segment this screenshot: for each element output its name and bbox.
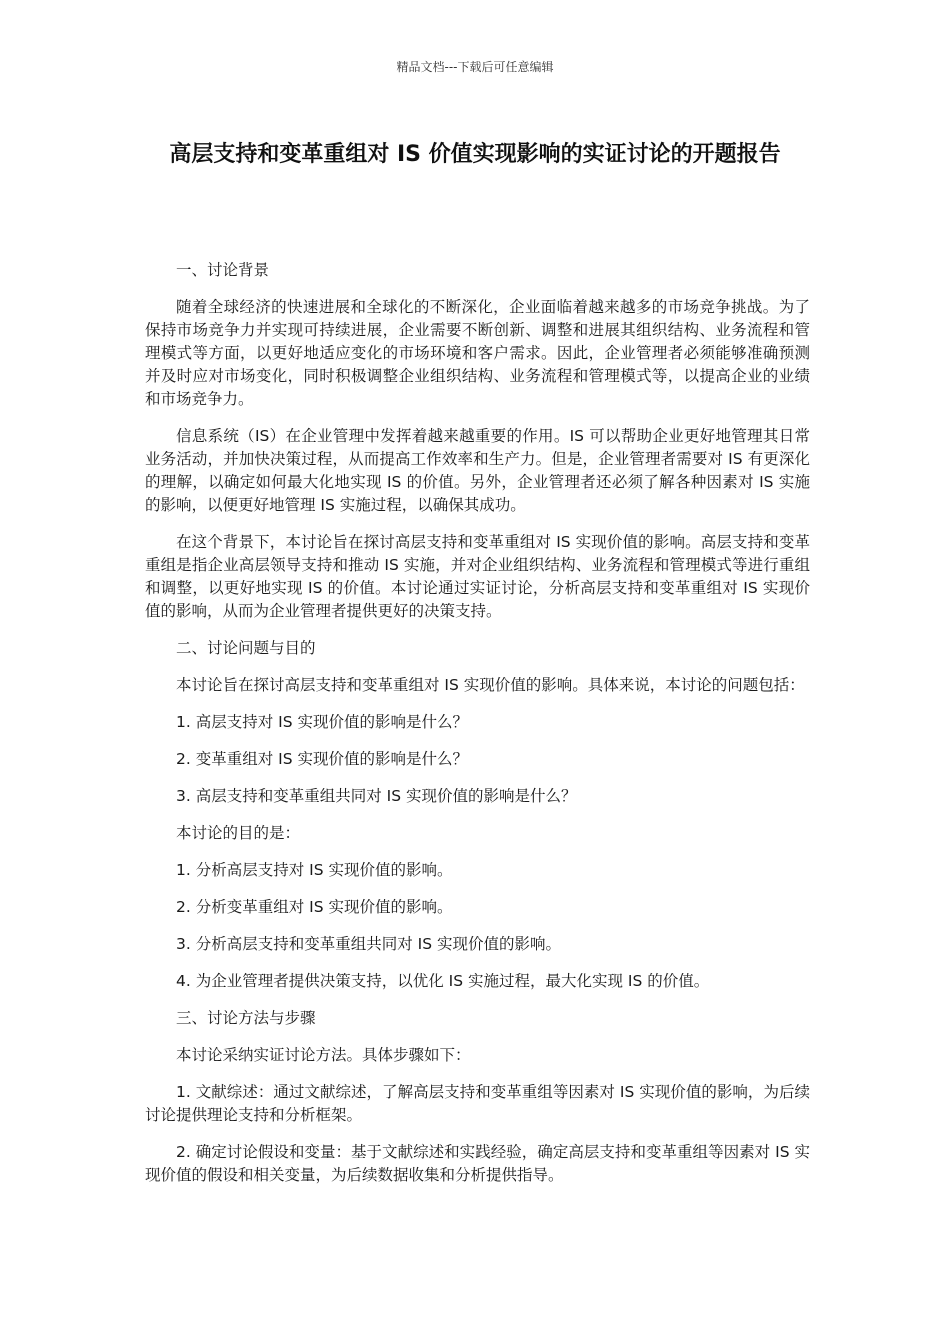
paragraph: 本讨论旨在探讨高层支持和变革重组对 IS 实现价值的影响。具体来说，本讨论的问题包括：	[176, 676, 805, 694]
section-heading: 一、讨论背景	[176, 261, 270, 279]
paragraph: 本讨论采纳实证讨论方法。具体步骤如下：	[176, 1046, 471, 1064]
paragraph: 信息系统（IS）在企业管理中发挥着越来越重要的作用。IS 可以帮助企业更好地管理其日常业务活动，并加快决策过程，从而提高工作效率和生产力。但是，企业管理者需要对 IS 有更深化的理解，以确定如何最大化地实现 IS 的价值。另外，企业管理者还必须了解各种因素对 IS 实施的影响，以便更好地管理 IS 实施过程，以确保其成功。	[145, 427, 811, 514]
list-item: 4. 为企业管理者提供决策支持，以优化 IS 实施过程，最大化实现 IS 的价值。	[176, 972, 710, 990]
paragraph: 在这个背景下，本讨论旨在探讨高层支持和变革重组对 IS 实现价值的影响。高层支持和变革重组是指企业高层领导支持和推动 IS 实施，并对企业组织结构、业务流程和管理模式等进行重组和调整，以更好地实现 IS 的价值。本讨论通过实证讨论，分析高层支持和变革重组对 IS 实现价值的影响，从而为企业管理者提供更好的决策支持。	[145, 533, 810, 620]
section-heading: 三、讨论方法与步骤	[176, 1009, 316, 1027]
paragraph: 本讨论的目的是：	[176, 824, 301, 842]
list-item: 1. 高层支持对 IS 实现价值的影响是什么？	[176, 713, 468, 731]
list-item: 2. 分析变革重组对 IS 实现价值的影响。	[176, 898, 453, 916]
paragraph: 随着全球经济的快速进展和全球化的不断深化，企业面临着越来越多的市场竞争挑战。为了保持市场竞争力并实现可持续进展，企业需要不断创新、调整和进展其组织结构、业务流程和管理模式等方面，以更好地适应变化的市场环境和客户需求。因此，企业管理者必须能够准确预测并及时应对市场变化，同时积极调整企业组织结构、业务流程和管理模式等，以提高企业的业绩和市场竞争力。	[145, 298, 810, 408]
list-item: 1. 文献综述：通过文献综述，了解高层支持和变革重组等因素对 IS 实现价值的影响，为后续讨论提供理论支持和分析框架。	[145, 1083, 810, 1124]
list-item: 3. 分析高层支持和变革重组共同对 IS 实现价值的影响。	[176, 935, 561, 953]
page-header: 精品文档---下载后可任意编辑	[396, 60, 554, 74]
list-item: 3. 高层支持和变革重组共同对 IS 实现价值的影响是什么？	[176, 787, 577, 805]
list-item: 1. 分析高层支持对 IS 实现价值的影响。	[176, 861, 453, 879]
list-item: 2. 确定讨论假设和变量：基于文献综述和实践经验，确定高层支持和变革重组等因素对 IS 实现价值的假设和相关变量，为后续数据收集和分析提供指导。	[145, 1143, 810, 1184]
document-body	[145, 259, 810, 1201]
list-item: 2. 变革重组对 IS 实现价值的影响是什么？	[176, 750, 468, 768]
section-heading: 二、讨论问题与目的	[176, 639, 316, 657]
document-title: 高层支持和变革重组对 IS 价值实现影响的实证讨论的开题报告	[169, 142, 781, 167]
